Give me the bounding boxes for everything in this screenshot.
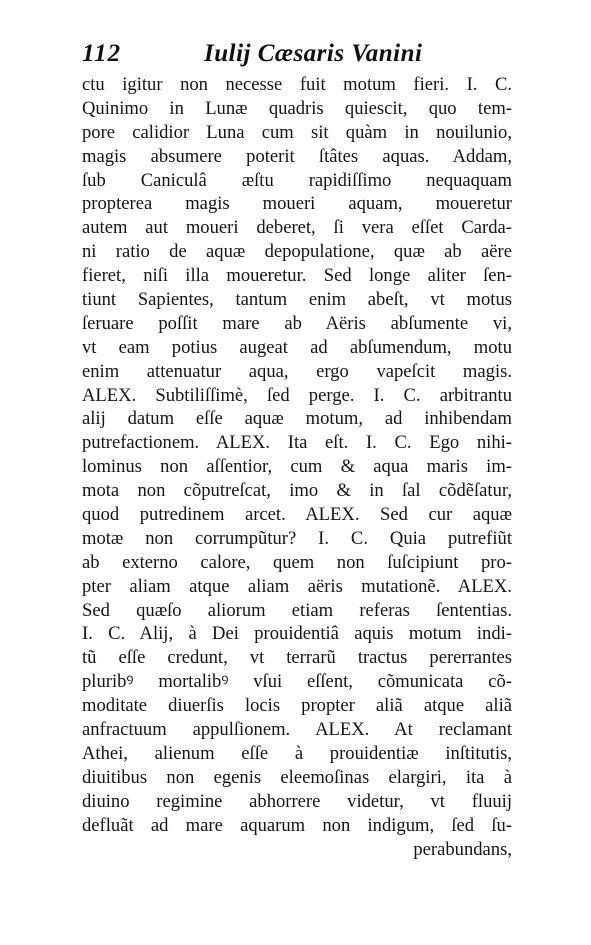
text-line: tiunt Sapientes, tantum enim abeſt, vt motus xyxy=(82,289,512,311)
text-line: enim attenuatur aqua, ergo vapeſcit magis. xyxy=(82,360,512,382)
text-line: magis absumere poterit ſtâtes aquas. Addam, xyxy=(82,145,512,167)
text-line: propterea magis moueri aquam, moueretur xyxy=(82,193,512,215)
text-line: lominus non aſſentior, cum & aqua maris im- xyxy=(82,456,512,478)
text-line: Athei, alienum eſſe à prouidentiæ inſtitutis, xyxy=(82,742,512,764)
text-line: alij datum eſſe aquæ motum, ad inhibendam xyxy=(82,408,512,430)
text-line: ſub Caniculâ æſtu rapidiſſimo nequaquam xyxy=(82,169,512,191)
text-line: ctu igitur non necesse fuit motum fieri. I. C. xyxy=(82,74,512,95)
text-line: diuitibus non egenis eleemoſinas elargiri, ita à xyxy=(82,766,512,788)
text-line: mota non cõputreſcat, imo & in ſal cõdẽſatur, xyxy=(82,480,512,502)
text-line: Quinimo in Lunæ quadris quiescit, quo tem- xyxy=(82,97,512,119)
page-header xyxy=(82,40,522,74)
text-line: vt eam potius augeat ad abſumendum, motu xyxy=(82,336,512,358)
text-line: quod putredinem arcet. ALEX. Sed cur aquæ xyxy=(82,504,512,526)
text-line: ALEX. Subtiliſſimè, ſed perge. I. C. arbitrantu xyxy=(82,384,512,406)
text-line: ni ratio de aquæ depopulatione, quæ ab aëre xyxy=(82,241,512,263)
text-line: pter aliam atque aliam aëris mutationẽ. ALEX. xyxy=(82,575,512,597)
text-line: anfractuum appulſionem. ALEX. At reclamant xyxy=(82,719,512,741)
running-title: Iulij Cæsaris Vanini xyxy=(204,40,423,67)
text-line: moditate diuerſis locis propter aliã atque aliã xyxy=(82,695,512,717)
text-line: fieret, niſi illa moueretur. Sed longe aliter ſen- xyxy=(82,265,512,287)
text-line: putrefactionem. ALEX. Ita eſt. I. C. Ego nihi- xyxy=(82,432,512,454)
text-line: Sed quæſo aliorum etiam referas ſententias. xyxy=(82,599,512,621)
text-line: autem aut moueri deberet, ſi vera eſſet Carda- xyxy=(82,217,512,239)
text-line: ab externo calore, quem non ſuſcipiunt pro- xyxy=(82,551,512,573)
text-line: diuino regimine abhorrere videtur, vt fluuij xyxy=(82,790,512,812)
text-line: motæ non corrumpũtur? I. C. Quia putrefiũt xyxy=(82,527,512,549)
page-number: 112 xyxy=(82,40,122,67)
text-line: pore calidior Luna cum sit quàm in nouilunio, xyxy=(82,121,512,143)
text-line: pluribꝰ mortalibꝰ vſui eſſent, cõmunicata cõ- xyxy=(82,671,512,693)
body-text xyxy=(82,73,512,861)
text-line: tũ eſſe credunt, vt terrarũ tractus pererrantes xyxy=(82,647,512,669)
text-line: defluãt ad mare aquarum non indigum, ſed ſu- xyxy=(82,814,512,836)
text-line: I. C. Alij, à Dei prouidentiâ aquis motum indi- xyxy=(82,623,512,645)
catchword: perabundans, xyxy=(413,838,512,860)
text-line: ſeruare poſſit mare ab Aëris abſumente vi, xyxy=(82,312,512,334)
